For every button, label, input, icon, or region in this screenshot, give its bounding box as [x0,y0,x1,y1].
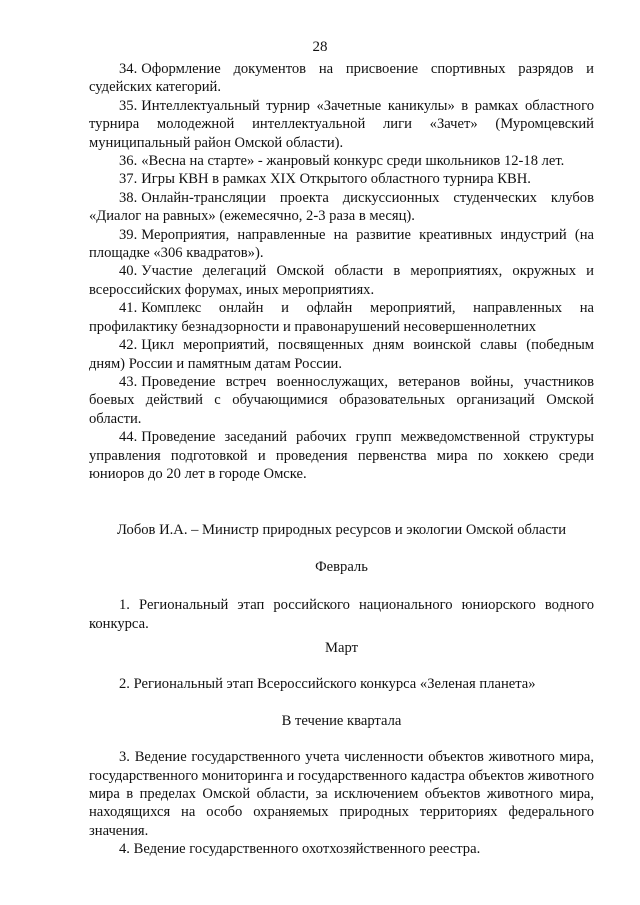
list-item [89,60,594,97]
list-item [89,152,594,170]
item-number: 35. [119,97,138,114]
month-march: Март [325,639,358,656]
item-number: 43. [119,373,138,390]
item-text: Ведение государственного охотхозяйственного реестра. [133,841,481,858]
item-number: 38. [119,189,138,206]
list-item [89,170,594,188]
item-text: Ведение государственного учета численности объектов животного мира, государственного мониторинга и государственного кадастра объектов животного мира в пределах Омской области, за исключением объектов животного мира, находящихся на особо охраняемых природных территориях федерального значения. [89,749,594,839]
list-item [89,373,594,428]
item-text: Интеллектуальный турнир «Зачетные каникулы» в рамках областного турнира молодежной интеллектуальной лиги «Зачет» (Муромцевский муниципальный район Омской области). [89,97,594,151]
item-text: Региональный этап Всероссийского конкурса «Зеленая планета» [133,676,536,693]
item-text: Цикл мероприятий, посвященных дням воинской славы (победным дням) России и памятным датам России. [89,337,594,372]
section-heading: Лобов И.А. – Министр природных ресурсов и экологии Омской области [117,522,566,539]
list-item [89,840,594,858]
item-number: 4. [119,841,130,858]
item-number: 39. [119,226,138,243]
month-february: Февраль [315,558,368,575]
item-number: 3. [119,749,130,766]
list-item [89,189,594,226]
list-item [89,336,594,373]
item-text: Комплекс онлайн и офлайн мероприятий, направленных на профилактику безнадзорности и правонарушений несовершеннолетних [89,300,594,335]
item-number: 37. [119,171,138,188]
item-text: Проведение встреч военнослужащих, ветеранов войны, участников боевых действий с обучающимися образовательных организаций Омской области. [89,373,594,427]
item-number: 36. [119,153,138,170]
item-number: 44. [119,429,138,446]
list-item [89,748,594,840]
list-item [89,596,594,633]
item-text: Онлайн-трансляции проекта дискуссионных студенческих клубов «Диалог на равных» (ежемесячно, 2-3 раза в месяц). [89,189,594,225]
item-number: 41. [119,300,138,317]
document-body [89,60,594,859]
events-list [89,60,594,483]
item-text: Проведение заседаний рабочих групп межведомственной структуры управления подготовкой и проведения первенства мира по хоккею среди юниоров до 20 лет в городе Омске. [89,429,594,482]
item-number: 40. [119,263,138,280]
item-number: 42. [119,337,138,354]
item-text: Игры КВН в рамках XIX Открытого областного турнира КВН. [141,171,531,188]
list-item [89,675,594,693]
list-item [89,262,594,299]
item-text: Мероприятия, направленные на развитие креативных индустрий (на площадке «306 квадратов»). [89,226,594,262]
page-number: 28 [312,39,328,55]
item-text: Региональный этап российского национального юниорского водного конкурса. [89,597,594,632]
item-text: Участие делегаций Омской области в мероприятиях, окружных и всероссийских форумах, иных мероприятиях. [89,263,594,298]
list-item [89,428,594,483]
item-text: «Весна на старте» - жанровый конкурс среди школьников 12-18 лет. [141,153,565,170]
list-item [89,299,594,336]
item-number: 34. [119,61,138,77]
list-item [89,97,594,152]
item-number: 2. [119,676,130,693]
quarter-heading: В течение квартала [281,712,402,729]
item-text: Оформление документов на присвоение спортивных разрядов и судейских категорий. [89,61,594,96]
item-number: 1. [119,597,130,614]
list-item [89,226,594,263]
